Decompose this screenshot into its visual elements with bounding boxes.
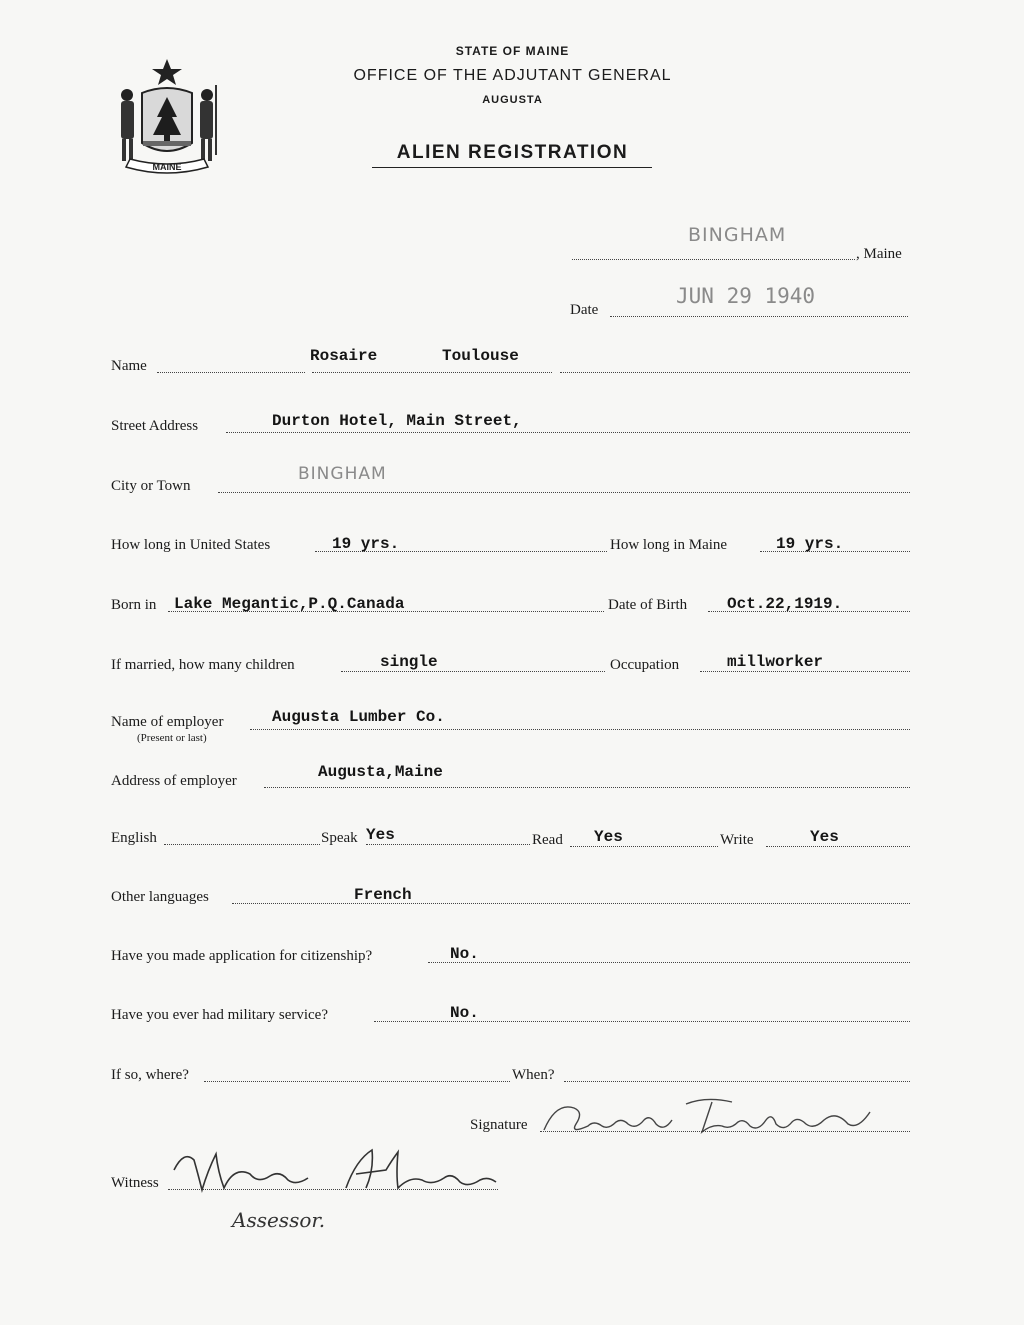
write-line xyxy=(766,846,910,847)
name-line-b xyxy=(312,372,552,373)
how-long-us-value: 19 yrs. xyxy=(332,535,400,553)
employer-sublabel: (Present or last) xyxy=(137,732,207,744)
read-line xyxy=(570,846,718,847)
other-languages-label: Other languages xyxy=(111,889,209,905)
occupation-label: Occupation xyxy=(610,657,680,673)
military-value: No. xyxy=(450,1004,479,1022)
other-languages-line xyxy=(232,903,910,904)
speak-label: Speak xyxy=(321,830,358,846)
maine-state-seal-icon xyxy=(112,55,222,185)
name-label: Name xyxy=(111,358,147,374)
name-line-c xyxy=(560,372,910,373)
street-line xyxy=(226,432,910,433)
how-long-us-label: How long in United States xyxy=(111,537,271,553)
read-value: Yes xyxy=(594,828,623,846)
military-label: Have you ever had military service? xyxy=(111,1007,328,1023)
state-heading: STATE OF MAINE xyxy=(455,44,570,58)
write-label: Write xyxy=(720,832,754,848)
city-line xyxy=(218,492,910,493)
seal-banner-text: MAINE xyxy=(152,162,182,172)
if-so-where-label: If so, where? xyxy=(111,1067,189,1083)
read-label: Read xyxy=(532,832,563,848)
witness-title: Assessor. xyxy=(232,1208,326,1232)
how-long-maine-label: How long in Maine xyxy=(610,537,728,553)
place-suffix: , Maine xyxy=(856,246,902,262)
name-last-value: Toulouse xyxy=(442,347,519,365)
signature-handwriting xyxy=(536,1090,886,1142)
signature-label: Signature xyxy=(470,1117,528,1133)
dob-value: Oct.22,1919. xyxy=(727,595,843,613)
employer-line xyxy=(250,729,910,730)
employer-address-value: Augusta,Maine xyxy=(318,763,443,781)
date-stamp: JUN 29 1940 xyxy=(676,284,816,308)
employer-address-line xyxy=(264,787,910,788)
when-label: When? xyxy=(512,1067,555,1083)
citizenship-value: No. xyxy=(450,945,479,963)
city-heading: AUGUSTA xyxy=(482,94,543,106)
born-in-label: Born in xyxy=(111,597,157,613)
date-label: Date xyxy=(570,302,599,318)
witness-label: Witness xyxy=(111,1175,159,1191)
citizenship-label: Have you made application for citizenship? xyxy=(111,948,373,964)
employer-address-label: Address of employer xyxy=(111,773,237,789)
other-languages-value: French xyxy=(354,886,412,904)
title-underline xyxy=(372,167,652,168)
street-label: Street Address xyxy=(111,418,199,434)
occupation-line xyxy=(700,671,910,672)
speak-line xyxy=(366,844,530,845)
city-label: City or Town xyxy=(111,478,191,494)
place-line xyxy=(572,259,855,260)
if-so-where-line xyxy=(204,1081,510,1082)
born-in-value: Lake Megantic,P.Q.Canada xyxy=(174,595,405,613)
when-line xyxy=(564,1081,910,1082)
city-stamp: BINGHAM xyxy=(298,464,387,484)
write-value: Yes xyxy=(810,828,839,846)
children-label: If married, how many children xyxy=(111,657,295,673)
witness-signature-handwriting xyxy=(160,1140,510,1200)
english-line xyxy=(164,844,320,845)
form-title: ALIEN REGISTRATION xyxy=(396,142,629,163)
speak-value: Yes xyxy=(366,826,395,844)
name-line-a xyxy=(157,372,305,373)
office-heading: OFFICE OF THE ADJUTANT GENERAL xyxy=(353,67,672,84)
dob-label: Date of Birth xyxy=(608,597,688,613)
occupation-value: millworker xyxy=(727,653,824,671)
name-first-value: Rosaire xyxy=(310,347,378,365)
children-line xyxy=(341,671,605,672)
date-line xyxy=(610,316,908,317)
place-stamp: BINGHAM xyxy=(688,224,787,246)
employer-label: Name of employer xyxy=(111,714,224,730)
street-value: Durton Hotel, Main Street, xyxy=(272,412,522,430)
english-label: English xyxy=(111,830,157,846)
how-long-maine-value: 19 yrs. xyxy=(776,535,844,553)
children-value: single xyxy=(380,653,438,671)
citizenship-line xyxy=(428,962,910,963)
employer-value: Augusta Lumber Co. xyxy=(272,708,445,726)
